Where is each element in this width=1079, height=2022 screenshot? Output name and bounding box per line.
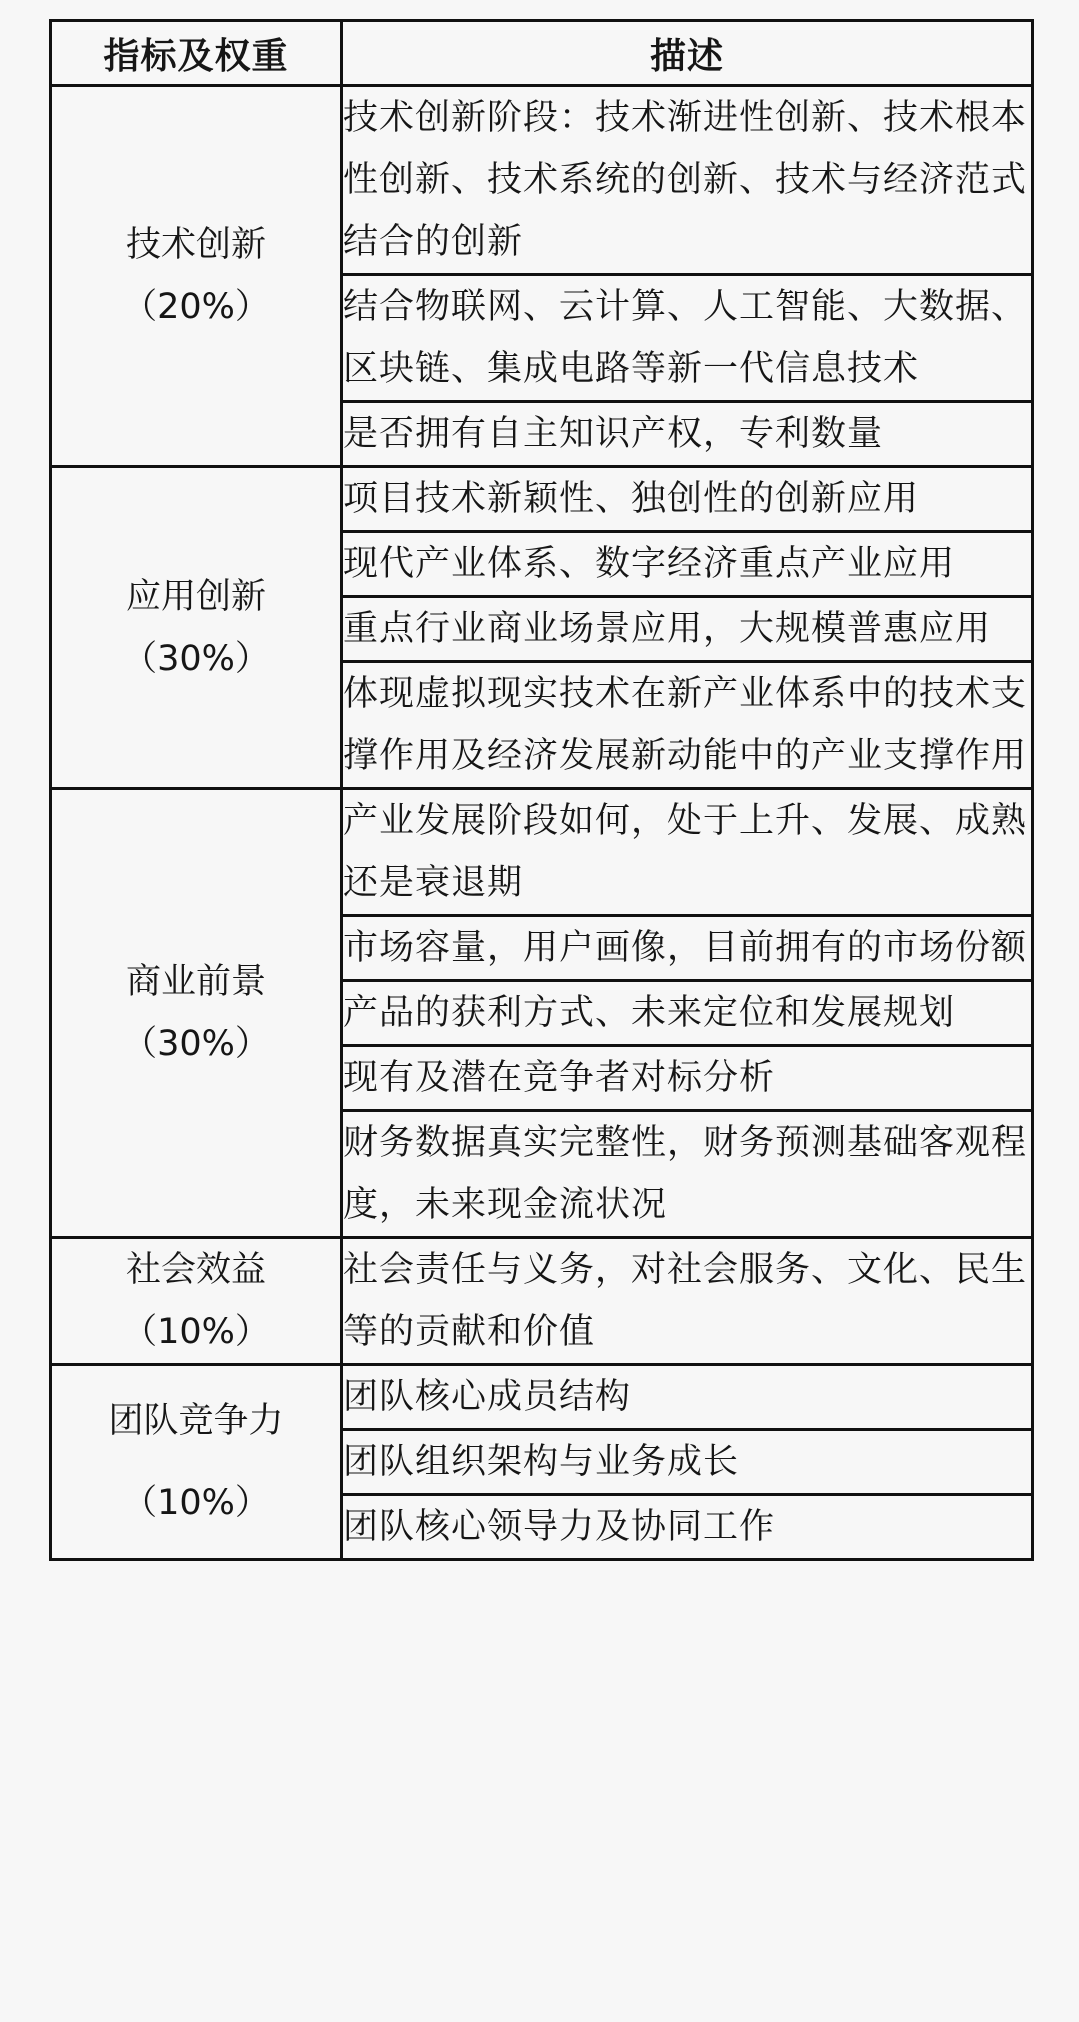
description-cell: 项目技术新颖性、独创性的创新应用 [342, 467, 1033, 532]
indicator-cell [51, 1238, 342, 1365]
description-cell: 现代产业体系、数字经济重点产业应用 [342, 532, 1033, 597]
description-cell: 产品的获利方式、未来定位和发展规划 [342, 981, 1033, 1046]
table-row [51, 1238, 1033, 1365]
indicator-weight: （10%） [122, 1483, 270, 1523]
header-indicator-weight: 指标及权重 [51, 21, 342, 86]
indicator-weight: （30%） [122, 1024, 270, 1064]
indicator-name: 商业前景 [125, 962, 266, 1002]
indicator-name: 应用创新 [125, 576, 266, 617]
description-cell: 团队核心成员结构 [342, 1365, 1033, 1430]
description-cell: 团队组织架构与业务成长 [342, 1430, 1033, 1495]
indicator-weight: （30%） [122, 638, 270, 679]
description-cell: 团队核心领导力及协同工作 [342, 1495, 1033, 1560]
description-cell: 结合物联网、云计算、人工智能、大数据、区块链、集成电路等新一代信息技术 [342, 275, 1033, 402]
criteria-table [49, 19, 1034, 1561]
description-cell: 体现虚拟现实技术在新产业体系中的技术支撑作用及经济发展新动能中的产业支撑作用 [342, 662, 1033, 789]
indicator-cell [51, 86, 342, 467]
description-cell: 现有及潜在竞争者对标分析 [342, 1046, 1033, 1111]
table-row [51, 789, 1033, 916]
description-cell: 社会责任与义务，对社会服务、文化、民生等的贡献和价值 [342, 1238, 1033, 1365]
description-cell: 是否拥有自主知识产权，专利数量 [342, 402, 1033, 467]
description-cell: 技术创新阶段：技术渐进性创新、技术根本性创新、技术系统的创新、技术与经济范式结合的创新 [342, 86, 1033, 275]
indicator-cell [51, 789, 342, 1238]
indicator-name: 团队竞争力 [108, 1401, 284, 1441]
indicator-weight: （20%） [122, 287, 270, 327]
indicator-weight: （10%） [122, 1312, 270, 1352]
header-description: 描述 [342, 21, 1033, 86]
indicator-name: 技术创新 [125, 225, 266, 265]
indicator-cell [51, 1365, 342, 1560]
description-cell: 重点行业商业场景应用，大规模普惠应用 [342, 597, 1033, 662]
description-cell: 市场容量，用户画像，目前拥有的市场份额 [342, 916, 1033, 981]
indicator-name: 社会效益 [125, 1250, 266, 1290]
description-cell: 产业发展阶段如何，处于上升、发展、成熟还是衰退期 [342, 789, 1033, 916]
header-row [51, 21, 1033, 86]
table-row [51, 1365, 1033, 1430]
indicator-cell [51, 467, 342, 789]
description-cell: 财务数据真实完整性，财务预测基础客观程度，未来现金流状况 [342, 1111, 1033, 1238]
table-row [51, 467, 1033, 532]
table-row [51, 86, 1033, 275]
